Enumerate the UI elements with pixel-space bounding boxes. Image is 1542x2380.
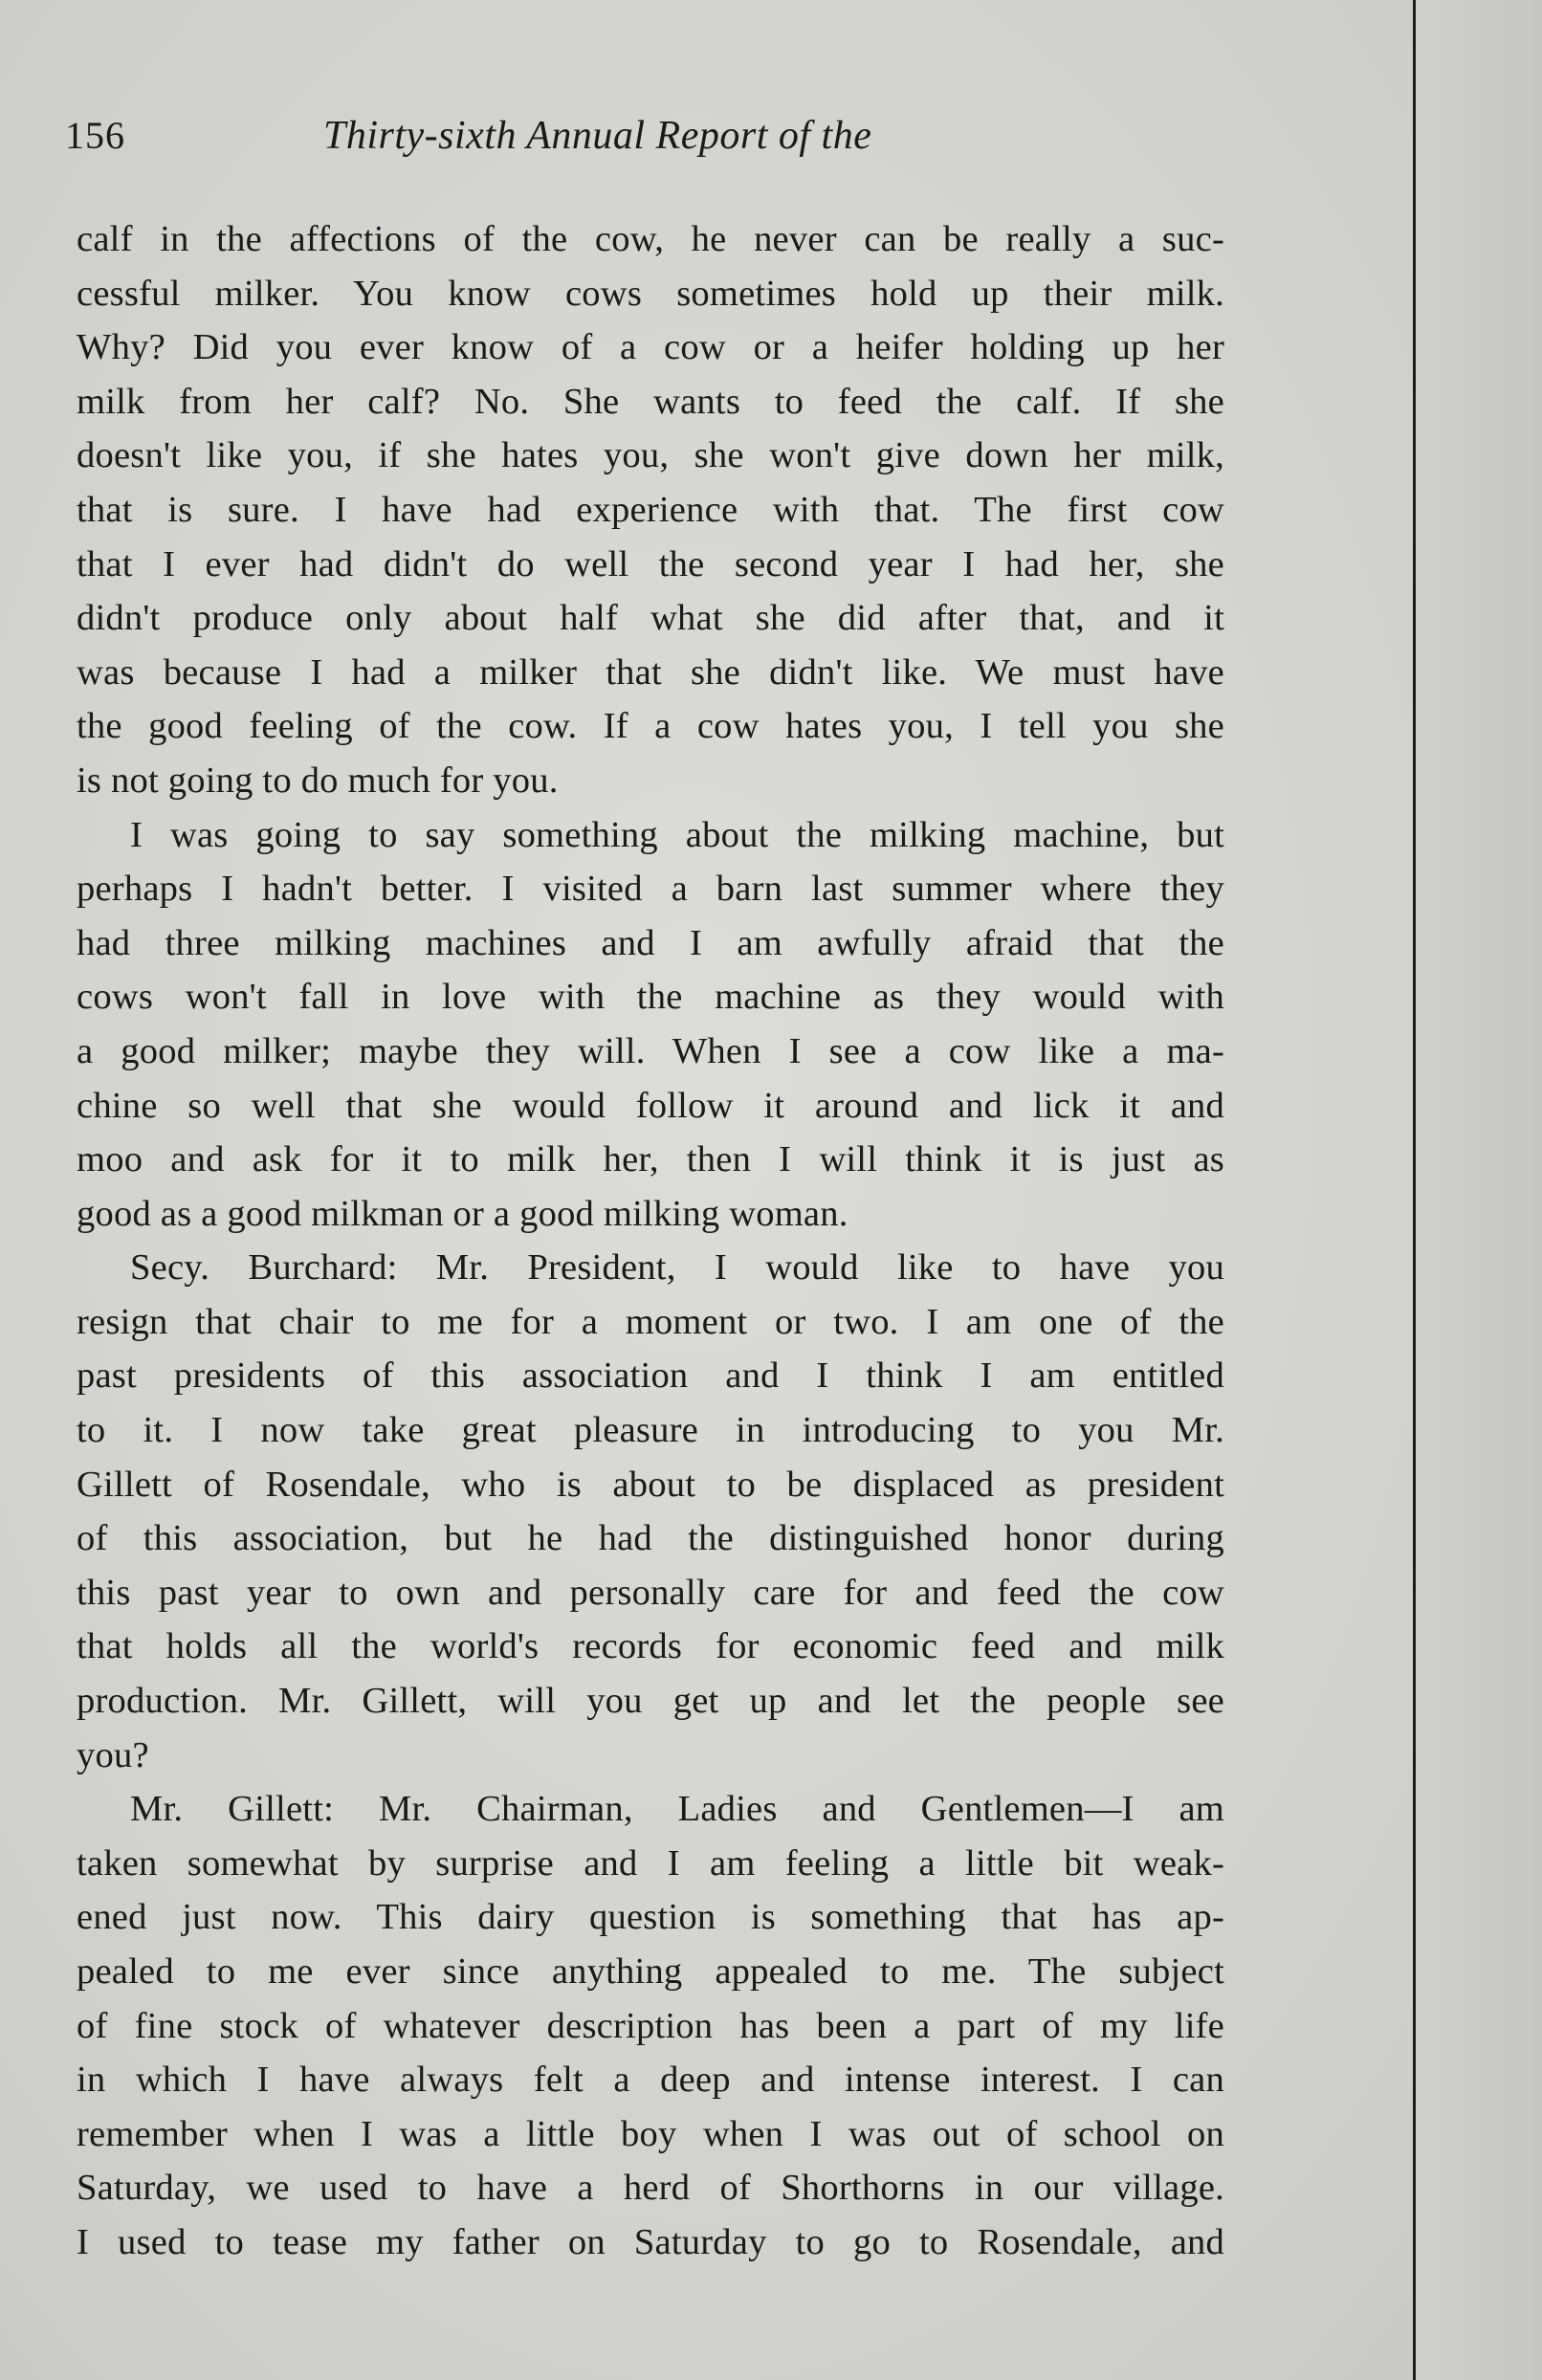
text-line: had three milking machines and I am awfully afraid that the (77, 922, 1224, 963)
text-line: cessful milker. You know cows sometimes hold up their milk. (77, 273, 1224, 314)
text-line: of this association, but he had the distinguished honor during (77, 1518, 1224, 1559)
text-line: of fine stock of whatever description has been a part of my life (77, 2005, 1224, 2046)
text-line: perhaps I hadn't better. I visited a barn last summer where they (77, 869, 1224, 910)
paragraph-first-line: Secy. Burchard: Mr. President, I would like to have you (130, 1247, 1224, 1289)
text-line: to it. I now take great pleasure in introducing to you Mr. (77, 1410, 1224, 1451)
paragraph-first-line: Mr. Gillett: Mr. Chairman, Ladies and Gentlemen—I am (130, 1789, 1224, 1830)
text-line: that holds all the world's records for economic feed and milk (77, 1626, 1224, 1667)
text-line: the good feeling of the cow. If a cow hates you, I tell you she (77, 706, 1224, 747)
running-title: Thirty-sixth Annual Report of the (323, 114, 872, 158)
text-line: production. Mr. Gillett, will you get up and let the people see (77, 1681, 1224, 1722)
text-line: remember when I was a little boy when I was out of school on (77, 2113, 1224, 2154)
text-line: cows won't fall in love with the machine as they would with (77, 977, 1224, 1018)
text-line: good as a good milkman or a good milking woman. (77, 1193, 848, 1234)
page-edge-shadow (1416, 0, 1542, 2380)
text-line: was because I had a milker that she didn't like. We must have (77, 651, 1224, 693)
text-line: is not going to do much for you. (77, 760, 559, 801)
text-line: you? (77, 1734, 149, 1775)
text-line: I used to tease my father on Saturday to go to Rosendale, and (77, 2221, 1224, 2262)
paragraph-first-line: I was going to say something about the milking machine, but (130, 814, 1224, 855)
text-line: that I ever had didn't do well the second year I had her, she (77, 543, 1224, 584)
text-line: a good milker; maybe they will. When I see a cow like a ma- (77, 1030, 1224, 1071)
body-text (77, 212, 1224, 2270)
text-line: taken somewhat by surprise and I am feeling a little bit weak- (77, 1842, 1224, 1884)
text-line: Why? Did you ever know of a cow or a heifer holding up her (77, 327, 1224, 368)
page-number: 156 (65, 114, 125, 157)
text-line: milk from her calf? No. She wants to feed the calf. If she (77, 381, 1224, 422)
text-line: calf in the affections of the cow, he never can be really a suc- (77, 219, 1224, 259)
text-line: in which I have always felt a deep and intense interest. I can (77, 2060, 1224, 2101)
text-line: pealed to me ever since anything appealed to me. The subject (77, 1951, 1224, 1992)
text-line: Gillett of Rosendale, who is about to be displaced as president (77, 1464, 1224, 1505)
text-line: doesn't like you, if she hates you, she won't give down her milk, (77, 435, 1224, 476)
text-line: ened just now. This dairy question is something that has ap- (77, 1897, 1224, 1938)
text-line: this past year to own and personally care for and feed the cow (77, 1572, 1224, 1613)
text-line: didn't produce only about half what she did after that, and it (77, 598, 1224, 639)
text-line: Saturday, we used to have a herd of Shorthorns in our village. (77, 2168, 1224, 2209)
running-header (65, 113, 1328, 170)
text-line: that is sure. I have had experience with that. The first cow (77, 489, 1224, 530)
text-line: chine so well that she would follow it around and lick it and (77, 1085, 1224, 1126)
text-line: moo and ask for it to milk her, then I will think it is just as (77, 1139, 1224, 1180)
text-line: past presidents of this association and I think I am entitled (77, 1355, 1224, 1397)
text-line: resign that chair to me for a moment or two. I am one of the (77, 1301, 1224, 1342)
page-edge-line (1413, 0, 1416, 2380)
